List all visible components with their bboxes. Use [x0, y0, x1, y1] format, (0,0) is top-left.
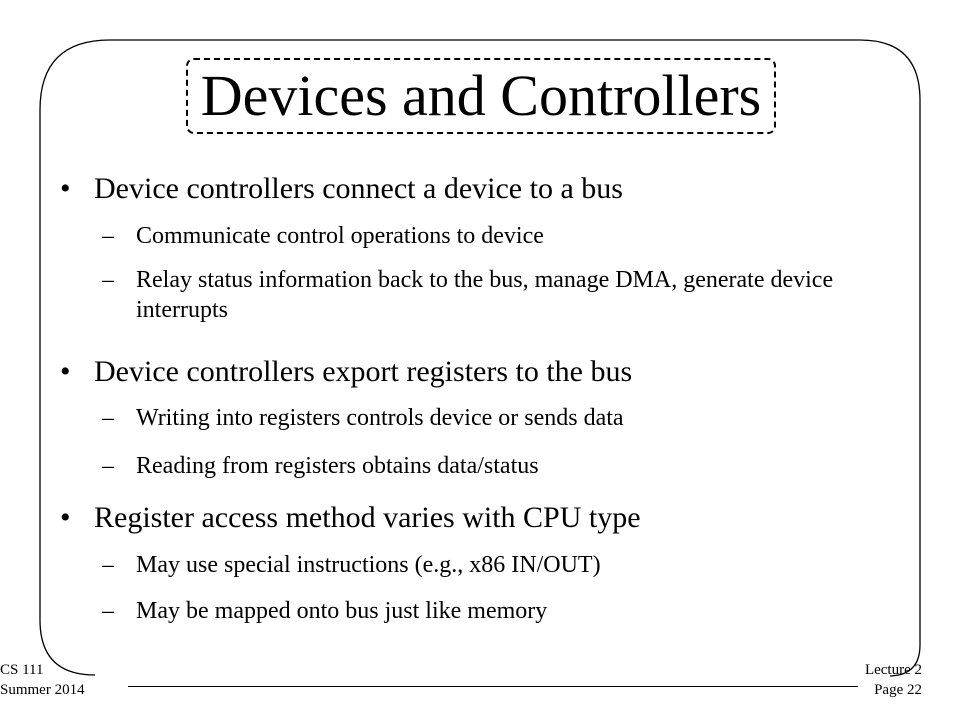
title-box: [186, 58, 776, 134]
dash-icon: –: [102, 552, 114, 578]
dash-icon: –: [102, 223, 114, 249]
bullet-icon: •: [60, 172, 71, 205]
lecture-label: Lecture 2: [864, 662, 922, 678]
footer-left: [0, 660, 85, 700]
sub-bullet-text: Reading from registers obtains data/status: [136, 453, 539, 479]
dash-icon: –: [102, 405, 114, 431]
dash-icon: –: [102, 267, 114, 293]
dash-icon: –: [102, 598, 114, 624]
sub-bullet-text: Communicate control operations to device: [136, 223, 544, 249]
bullet-text: Device controllers connect a device to a bus: [94, 172, 623, 205]
bullet-icon: •: [60, 501, 71, 534]
sub-bullet-text: Relay status information back to the bus, manage DMA, generate device interrupts: [136, 267, 834, 323]
dash-icon: –: [102, 453, 114, 479]
bullet-icon: •: [60, 355, 71, 388]
bullet-text: Device controllers export registers to the bus: [94, 355, 633, 388]
sub-bullet-text: May be mapped onto bus just like memory: [136, 598, 548, 624]
course-label: CS 111: [0, 662, 44, 678]
footer-right: [865, 660, 922, 700]
slide-title: Devices and Controllers: [200, 63, 762, 128]
sub-bullet-text: Writing into registers controls device or sends data: [136, 405, 624, 431]
page-number: Page 22: [874, 682, 922, 698]
footer-divider: [128, 686, 858, 687]
sub-bullet-text: May use special instructions (e.g., x86 IN/OUT): [136, 552, 601, 578]
term-label: Summer 2014: [0, 682, 85, 698]
bullet-text: Register access method varies with CPU type: [94, 501, 641, 534]
